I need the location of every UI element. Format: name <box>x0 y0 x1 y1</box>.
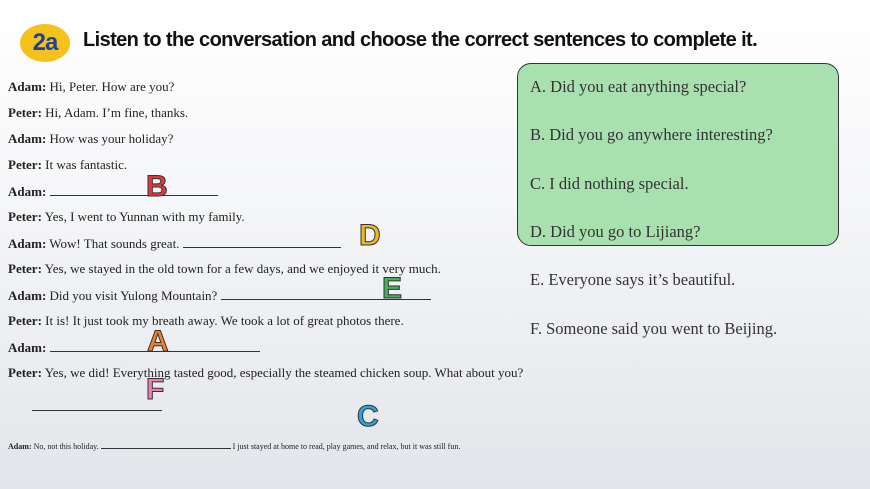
section-badge: 2a <box>20 24 70 62</box>
dialog-line: Adam: Wow! That sounds great. <box>8 235 341 252</box>
answer-letter-f: F <box>146 373 165 406</box>
header <box>20 24 860 64</box>
dialog-line: Peter: It is! It just took my breath away. We took a lot of great photos there. <box>8 313 404 328</box>
answer-blank[interactable] <box>183 235 341 248</box>
option-a: A. Did you eat anything special? <box>530 77 747 96</box>
dialog-line: Peter: Yes, we did! Everything tasted good, especially the steamed chicken soup. What about you? <box>8 365 524 380</box>
option-b: B. Did you go anywhere interesting? <box>530 125 773 144</box>
dialog-line <box>32 398 162 415</box>
answer-letter-b: B <box>146 170 168 203</box>
dialog-line: Peter: Yes, I went to Yunnan with my family. <box>8 209 245 224</box>
dialog-line: Adam: Hi, Peter. How are you? <box>8 79 175 94</box>
dialog-line: Peter: Hi, Adam. I’m fine, thanks. <box>8 105 189 120</box>
answer-letter-e: E <box>382 272 403 305</box>
dialog-line: Adam: How was your holiday? <box>8 131 174 146</box>
answer-blank[interactable] <box>50 183 218 196</box>
dialog-line: Adam: <box>8 339 260 356</box>
option-c: C. I did nothing special. <box>530 174 689 193</box>
option-e: E. Everyone says it’s beautiful. <box>530 270 736 289</box>
answer-blank[interactable] <box>101 440 231 449</box>
instruction-title: Listen to the conversation and choose the correct sentences to complete it. <box>83 29 758 51</box>
dialog-line: Adam: Did you visit Yulong Mountain? <box>8 287 431 304</box>
option-d: D. Did you go to Lijiang? <box>530 222 701 241</box>
dialog-line: Peter: Yes, we stayed in the old town for a few days, and we enjoyed it very much. <box>8 261 441 276</box>
dialog-line: Adam: No, not this holiday. I just stayed at home to read, play games, and relax, but it was still fun. <box>8 442 461 451</box>
answer-letter-c: C <box>357 400 379 433</box>
dialog-line: Peter: It was fantastic. <box>8 157 128 172</box>
dialog-line: Adam: <box>8 183 218 200</box>
answer-letter-d: D <box>359 219 381 252</box>
answer-blank[interactable] <box>32 398 162 411</box>
option-f: F. Someone said you went to Beijing. <box>530 319 778 338</box>
answer-letter-a: A <box>147 325 169 358</box>
